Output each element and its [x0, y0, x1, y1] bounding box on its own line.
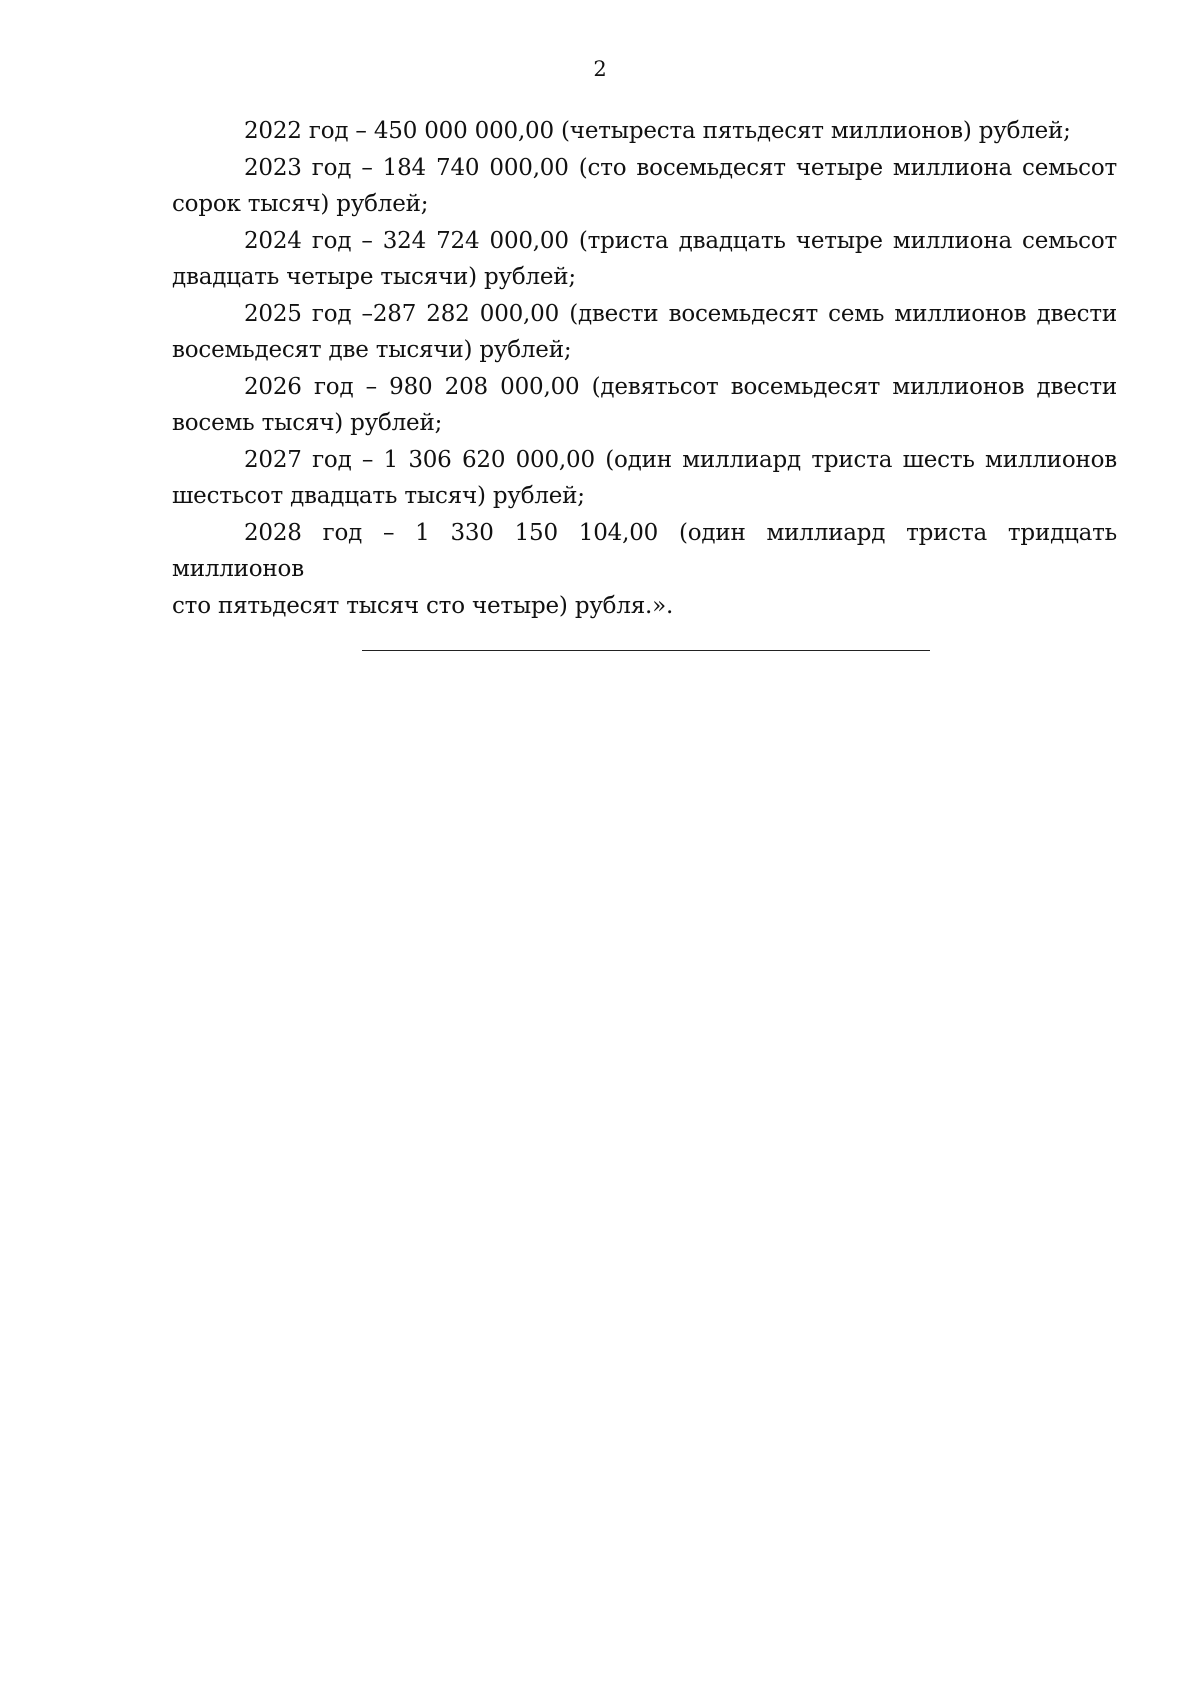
paragraph-2022 — [172, 113, 1117, 150]
paragraph-line: сорок тысяч) рублей; — [172, 191, 429, 217]
paragraph-2028 — [172, 515, 1117, 625]
paragraph-line: 2028 год – 1 330 150 104,00 (один миллиард триста тридцать миллионов — [172, 519, 1117, 582]
paragraph-line: восемь тысяч) рублей; — [172, 410, 443, 436]
paragraph-2027 — [172, 442, 1117, 515]
paragraph-line: 2026 год – 980 208 000,00 (девятьсот восемьдесят миллионов двести — [244, 373, 1117, 400]
paragraph-line: шестьсот двадцать тысяч) рублей; — [172, 483, 585, 509]
end-of-document-rule — [362, 650, 930, 651]
paragraph-2026 — [172, 369, 1117, 442]
paragraph-2025 — [172, 296, 1117, 369]
paragraph-line: 2025 год –287 282 000,00 (двести восемьдесят семь миллионов двести — [244, 300, 1117, 327]
paragraph-line: 2024 год – 324 724 000,00 (триста двадцать четыре миллиона семьсот — [244, 227, 1117, 254]
document-body — [172, 113, 1117, 624]
paragraph-line: 2023 год – 184 740 000,00 (сто восемьдесят четыре миллиона семьсот — [244, 154, 1117, 181]
paragraph-line: сто пятьдесят тысяч сто четыре) рубля.». — [172, 592, 674, 619]
paragraph-line: 2022 год – 450 000 000,00 (четыреста пятьдесят миллионов) рублей; — [244, 118, 1071, 144]
paragraph-line: двадцать четыре тысячи) рублей; — [172, 264, 576, 290]
paragraph-line: 2027 год – 1 306 620 000,00 (один миллиард триста шесть миллионов — [244, 446, 1117, 473]
page-number: 2 — [593, 57, 607, 81]
paragraph-2024 — [172, 223, 1117, 296]
paragraph-line: восемьдесят две тысячи) рублей; — [172, 337, 572, 363]
paragraph-2023 — [172, 150, 1117, 223]
